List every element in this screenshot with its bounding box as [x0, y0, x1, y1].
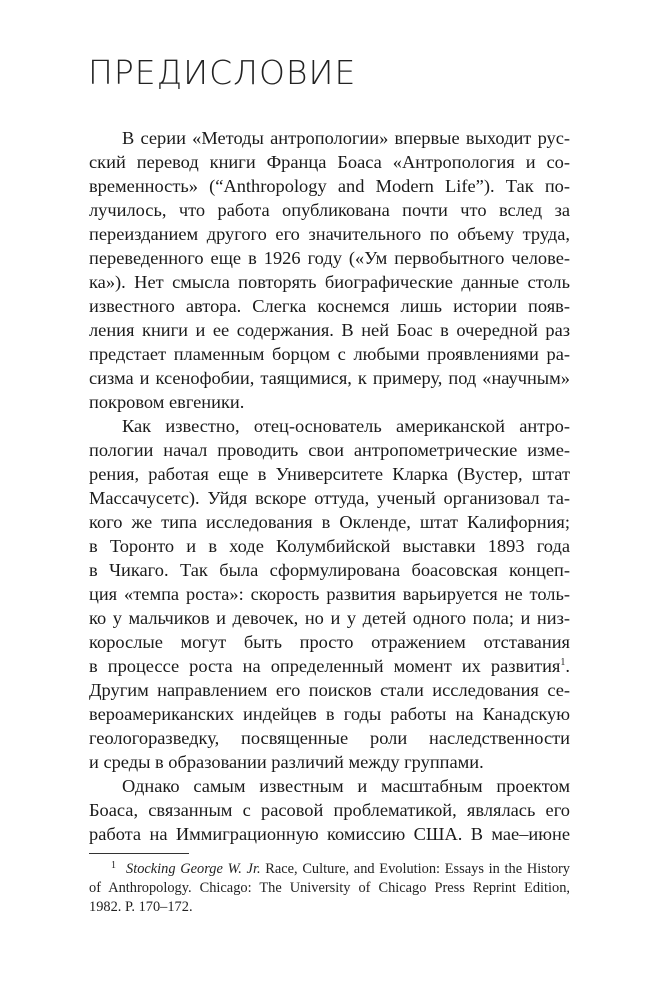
text-line: В серии «Методы антропологии» впервые выходит рус-	[122, 128, 570, 148]
text-line: работа на Иммиграционную комиссию США. В мае–июне	[89, 824, 570, 844]
text-line: Боаса, связанным с расовой проблематикой, являлась его	[89, 800, 570, 820]
text-line: вероамериканских индейцев в годы работы на Канадскую	[89, 704, 570, 724]
footnote-divider	[89, 853, 189, 854]
body-text	[89, 126, 570, 846]
text-line: временность» (“Anthropology and Modern Life”). Так по-	[89, 176, 570, 196]
text-line: ко у мальчиков и девочек, но и у детей одного пола; и низ-	[89, 608, 570, 628]
footnote-line	[89, 860, 570, 879]
text-line: сизма и ксенофобии, таящимися, к примеру, под «научным»	[89, 368, 570, 388]
paragraph-2	[89, 414, 570, 774]
text-line: Другим направлением его поисков стали исследования се-	[89, 680, 570, 700]
text-line: ления книги и ее содержания. В ней Боас в очередной раз	[89, 320, 570, 340]
footnote-reference[interactable]: 1	[560, 657, 566, 668]
text-line: в Чикаго. Так была сформулирована боасовская концеп-	[89, 560, 570, 580]
paragraph-3	[89, 774, 570, 846]
text-line-content: в процессе роста на определенный момент их развития	[89, 656, 561, 676]
text-line: геологоразведку, посвященные роли наследственности	[89, 728, 570, 748]
text-line: пологии начал проводить свои антропометрические изме-	[89, 440, 570, 460]
footnote-title: Race, Culture, and Evolution: Essays in the History	[260, 861, 570, 877]
text-line: в Торонто и в ходе Колумбийской выставки 1893 года	[89, 536, 570, 556]
footnote-line: 1982. P. 170–172.	[89, 899, 193, 915]
text-line: ский перевод книги Франца Боаса «Антропология и со-	[89, 152, 570, 172]
text-line: предстает пламенным борцом с любыми проявлениями ра-	[89, 344, 570, 364]
text-line: Массачусетс). Уйдя вскоре оттуда, ученый организовал та-	[89, 488, 570, 508]
footnote-line: of Anthropology. Chicago: The University of Chicago Press Reprint Edition,	[89, 880, 570, 896]
text-line: кого же типа исследования в Окленде, штат Калифорния;	[89, 512, 570, 532]
text-line: Однако самым известным и масштабным проектом	[122, 776, 570, 796]
footnote	[89, 860, 570, 917]
text-line: известного автора. Слегка коснемся лишь истории появ-	[89, 296, 570, 316]
text-line: и среды в образовании различий между группами.	[89, 752, 484, 772]
text-line: рения, работая еще в Университете Кларка (Вустер, штат	[89, 464, 570, 484]
text-line: покровом евгеники.	[89, 392, 245, 412]
text-line: переведенного еще в 1926 году («Ум первобытного челове-	[89, 248, 570, 268]
paragraph-1	[89, 126, 570, 414]
page-title: ПРЕДИСЛОВИЕ	[88, 53, 357, 92]
footnote-author: Stocking George W. Jr.	[126, 861, 261, 877]
footnote-number: 1	[111, 860, 116, 871]
footnote-ref-punctuation: .	[565, 656, 570, 676]
text-line-with-footnote	[89, 654, 570, 678]
text-line: переизданием другого его значительного по объему труда,	[89, 224, 570, 244]
text-line: ция «темпа роста»: скорость развития варьируется не толь-	[89, 584, 570, 604]
text-line: корослые могут быть просто отражением отставания	[89, 632, 570, 652]
text-line: Как известно, отец-основатель американской антро-	[122, 416, 570, 436]
text-line: ка»). Нет смысла повторять биографические данные столь	[89, 272, 570, 292]
text-line: лучилось, что работа опубликована почти что вслед за	[89, 200, 570, 220]
